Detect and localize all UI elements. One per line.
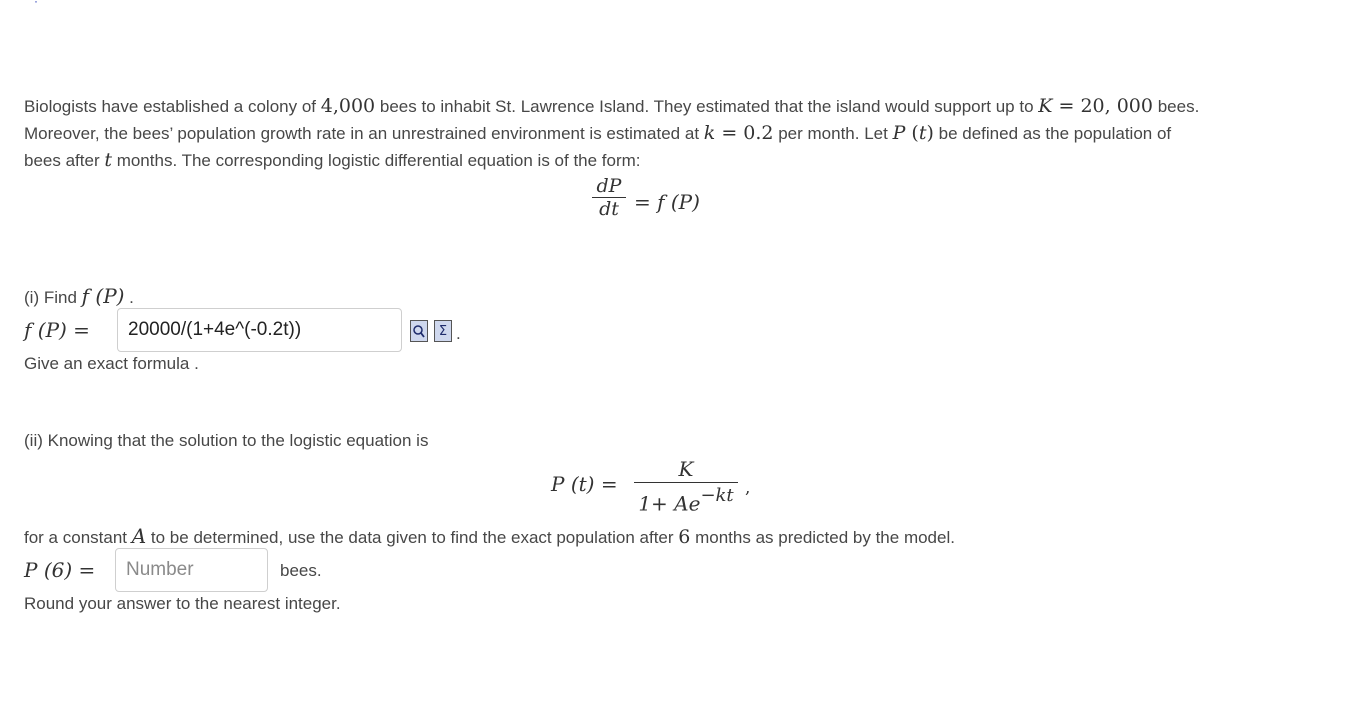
problem-statement: Biologists have established a colony of 4,000 bees to inhabit St. Lawrence Island. They estimated that the island would support up to K = 20, 000 bees. Moreover, the bees’ population growth rate in an unrestrained environment is estimated at k = 0.2 per month. Let P (t) be defined as the population of bees after t months. The corresponding logistic differential equation is of the form: <box>24 95 1200 171</box>
part2-question: for a constant A to be determined, use the data given to find the exact population after 6 months as predicted by the model. <box>24 524 955 548</box>
diffeq-rhs: = f (P) <box>634 190 700 214</box>
part1-hint: Give an exact formula . <box>24 354 199 373</box>
preview-icon[interactable] <box>410 320 428 342</box>
part2-intro: (ii) Knowing that the solution to the logistic equation is <box>24 431 429 450</box>
solution-lhs: P (t) = <box>551 472 618 496</box>
solution-comma: , <box>745 478 751 498</box>
top-left-marker: · <box>34 0 38 8</box>
sigma-icon[interactable]: Σ <box>434 320 452 342</box>
part2-hint: Round your answer to the nearest integer. <box>24 594 341 613</box>
part2-answer-lhs: P (6) = <box>24 558 96 582</box>
population-input[interactable] <box>115 548 268 592</box>
unit-label: bees. <box>280 561 322 580</box>
diffeq-fraction: dP dt <box>592 175 626 220</box>
part1-lhs: f (P) = <box>24 318 90 342</box>
part1-label: (i) Find f (P) . <box>24 284 134 308</box>
part1-trailing-dot: . <box>456 324 461 343</box>
formula-input[interactable] <box>117 308 402 352</box>
preview-icon-glyph <box>412 323 426 339</box>
solution-fraction: K $1+ Ae^{-kt}$ <box>634 456 738 520</box>
